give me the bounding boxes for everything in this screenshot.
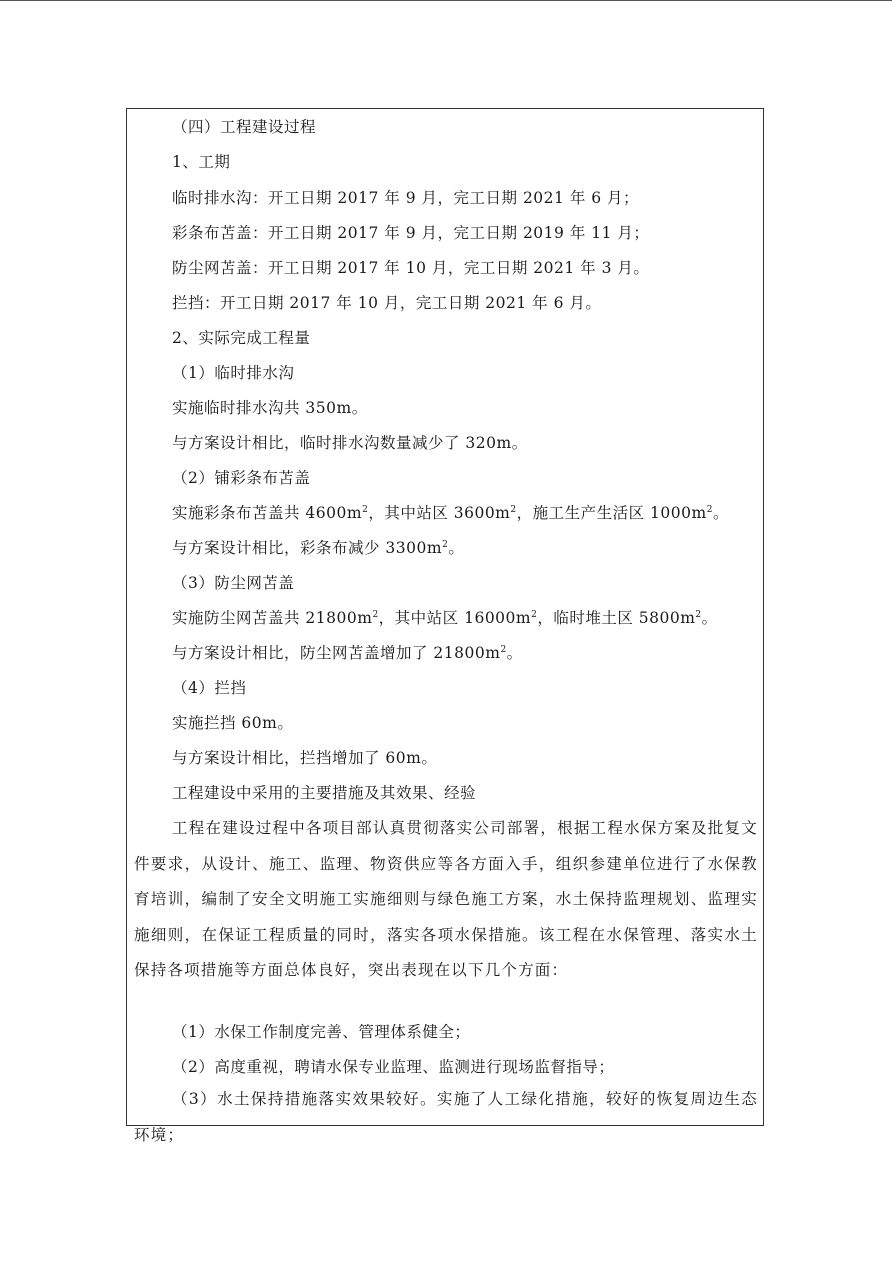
- schedule-line: 临时排水沟：开工日期 2017 年 9 月，完工日期 2021 年 6 月；: [172, 189, 640, 207]
- schedule-line: 拦挡：开工日期 2017 年 10 月，完工日期 2021 年 6 月。: [172, 294, 602, 312]
- item-line: 实施防尘网苫盖共 $21800m^2$，其中站区 $16000m^2$，临时堆土区 $5800m^2$。: [172, 609, 718, 627]
- schedule-line: 彩条布苫盖：开工日期 2017 年 9 月，完工日期 2019 年 11 月；: [172, 224, 650, 242]
- item-line: 与方案设计相比，拦挡增加了 60m。: [172, 749, 438, 767]
- item-title: （4）拦挡: [172, 679, 247, 697]
- section-heading: （四）工程建设过程: [172, 118, 317, 136]
- item-line: 实施拦挡 60m。: [172, 714, 294, 732]
- item-title: （2）铺彩条布苫盖: [172, 469, 311, 487]
- item-line: 实施彩条布苫盖共 $4600m^2$，其中站区 $3600m^2$，施工生产生活区 $1000m^2$。: [172, 504, 729, 522]
- point-item: （2）高度重视，聘请水保专业监理、监测进行现场监督指导；: [172, 1058, 615, 1076]
- measures-heading: 工程建设中采用的主要措施及其效果、经验: [172, 784, 477, 802]
- item-line: 与方案设计相比，临时排水沟数量减少了 320m。: [172, 434, 528, 452]
- schedule-heading: 1、工期: [172, 153, 231, 171]
- item-line: 与方案设计相比，彩条布减少 $3300m^2$。: [172, 539, 465, 557]
- item-title: （1）临时排水沟: [172, 364, 295, 382]
- point-item: （3）水土保持措施落实效果较好。实施了人工绿化措施，较好的恢复周边生态环境；: [134, 1090, 758, 1144]
- item-title: （3）防尘网苫盖: [172, 574, 295, 592]
- item-line: 与方案设计相比，防尘网苫盖增加了 $21800m^2$。: [172, 644, 523, 662]
- item-line: 实施临时排水沟共 350m。: [172, 399, 368, 417]
- point-item: （1）水保工作制度完善、管理体系健全；: [172, 1023, 471, 1041]
- quantity-heading: 2、实际完成工程量: [172, 329, 311, 347]
- page-top-rule: [0, 0, 892, 1]
- measures-paragraph: 工程在建设过程中各项目部认真贯彻落实公司部署，根据工程水保方案及批复文件要求，从设计、施工、监理、物资供应等各方面入手，组织参建单位进行了水保教育培训，编制了安全文明施工实施细则与绿色施工方案，水土保持监理规划、监理实施细则，在保证工程质量的同时，落实各项水保措施。该工程在水保管理、落实水土保持各项措施等方面总体良好，突出表现在以下几个方面：: [134, 819, 758, 979]
- schedule-line: 防尘网苫盖：开工日期 2017 年 10 月，完工日期 2021 年 3 月。: [172, 259, 650, 277]
